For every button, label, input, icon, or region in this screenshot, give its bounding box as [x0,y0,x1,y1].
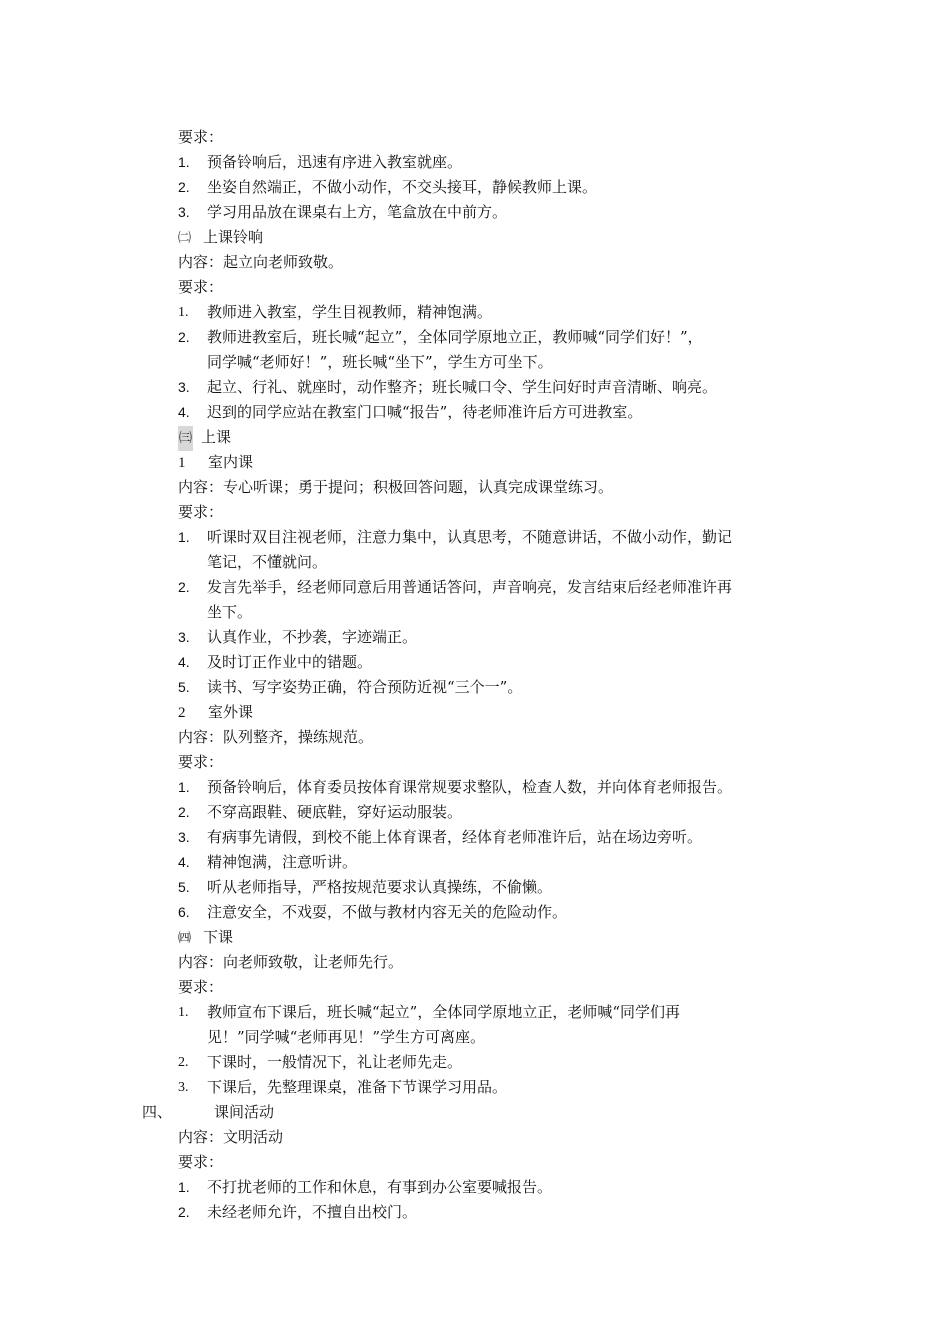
paragraph-text: 内容：起立向老师致敬。 [178,253,344,271]
section-heading [178,225,818,250]
list-item-text: 教师进教室后，班长喊“起立”，全体同学原地立正，教师喊“同学们好！”， [207,328,703,346]
list-item-text: 注意安全，不戏耍，不做与教材内容无关的危险动作。 [207,903,568,921]
list-item [178,800,818,825]
list-item-text: 教师宣布下课后，班长喊“起立”，全体同学原地立正，老师喊“同学们再 [207,1003,681,1021]
list-number: 3. [178,629,190,645]
subsection-heading [178,450,818,475]
paragraph-text: 要求： [178,1153,224,1171]
list-item [178,1050,818,1075]
heading-text: 上课铃响 [203,228,264,246]
list-item-text: 起立、行礼、就座时，动作整齐；班长喊口令、学生问好时声音清晰、响亮。 [207,378,718,396]
list-item [178,200,818,225]
list-number: 2. [178,1055,189,1070]
list-item-text: 迟到的同学应站在教室门口喊“报告”，待老师准许后方可进教室。 [207,403,643,421]
list-item [178,1200,818,1225]
list-number: 5. [178,679,190,695]
list-item-text: 听课时双目注视老师，注意力集中，认真思考，不随意讲话，不做小动作，勤记 [207,528,733,546]
list-item [178,850,818,875]
subsection-number: 2 [178,705,186,721]
list-item [178,400,818,425]
paragraph-text: 要求： [178,753,224,771]
list-item [178,175,818,200]
list-item [178,775,818,800]
list-item [178,675,818,700]
paragraph-text: 内容：队列整齐，操练规范。 [178,728,374,746]
list-number: 6. [178,904,190,920]
heading-number: ㈣ [178,931,192,946]
list-item [178,1000,818,1050]
paragraph-text: 要求： [178,503,224,521]
list-number: 4. [178,854,190,870]
list-item-text: 不打扰老师的工作和休息，有事到办公室要喊报告。 [207,1178,553,1196]
list-item [178,1075,818,1100]
list-item-text: 下课后，先整理课桌，准备下节课学习用品。 [207,1078,508,1096]
list-number: 4. [178,404,190,420]
section-text: 课间活动 [214,1103,275,1121]
list-item [178,525,818,575]
list-item-text: 坐姿自然端正，不做小动作，不交头接耳，静候教师上课。 [207,178,598,196]
paragraph-text: 内容：文明活动 [178,1128,284,1146]
list-item-text: 认真作业，不抄袭，字迹端正。 [207,628,418,646]
list-number: 1. [178,154,190,170]
list-item [178,650,818,675]
subsection-text: 室外课 [208,703,254,721]
list-item-text: 不穿高跟鞋、硬底鞋，穿好运动服装。 [207,803,463,821]
list-item-text: 预备铃响后，迅速有序进入教室就座。 [207,153,463,171]
list-number: 2. [178,804,190,820]
list-item [178,625,818,650]
list-item-text: 未经老师允许，不擅自出校门。 [207,1203,418,1221]
list-item [178,150,818,175]
subsection-heading [178,700,818,725]
paragraph-text: 内容：向老师致敬，让老师先行。 [178,953,404,971]
list-number: 1. [178,1179,190,1195]
document-body [142,125,818,1225]
list-item-text: 有病事先请假，到校不能上体育课者，经体育老师准许后，站在场边旁听。 [207,828,703,846]
list-item-text: 发言先举手，经老师同意后用普通话答问，声音响亮，发言结束后经老师准许再 [207,578,733,596]
heading-number: ㈡ [178,231,192,246]
section-heading [178,425,818,450]
list-number: 2. [178,579,190,595]
list-number: 5. [178,879,190,895]
list-item [178,825,818,850]
heading-text: 上课 [201,428,232,446]
list-item-text: 下课时，一般情况下，礼让老师先走。 [207,1053,463,1071]
paragraph-text: 要求： [178,128,224,146]
list-item-text: 读书、写字姿势正确，符合预防近视“三个一”。 [207,678,523,696]
list-item [178,375,818,400]
list-item [178,900,818,925]
list-item-text: 坐下。 [207,603,253,621]
list-item-text: 笔记，不懂就问。 [207,553,328,571]
list-number: 3. [178,379,190,395]
list-number: 2. [178,329,190,345]
list-item-text: 预备铃响后，体育委员按体育课常规要求整队，检查人数，并向体育老师报告。 [207,778,733,796]
heading-text: 下课 [203,928,234,946]
section-number: 四、 [142,1103,173,1121]
subsection-text: 室内课 [208,453,254,471]
section-heading [178,925,818,950]
major-section-heading [142,1100,818,1125]
list-number: 3. [178,204,190,220]
list-number: 2. [178,1204,190,1220]
list-item-text: 教师进入教室，学生目视教师，精神饱满。 [207,303,493,321]
paragraph-text: 内容：专心听课；勇于提问；积极回答问题，认真完成课堂练习。 [178,478,614,496]
heading-number: ㈢ [178,426,193,451]
list-number: 3. [178,829,190,845]
list-item [178,300,818,325]
list-item-text: 听从老师指导，严格按规范要求认真操练，不偷懒。 [207,878,553,896]
paragraph-text: 要求： [178,978,224,996]
list-item-text: 见！”同学喊“老师再见！”学生方可离座。 [207,1028,486,1046]
list-number: 1. [178,1005,189,1020]
list-number: 3. [178,1080,189,1095]
subsection-number: 1 [178,455,186,471]
list-item [178,325,818,375]
list-number: 1. [178,305,189,320]
list-item [178,575,818,625]
list-item-text: 及时订正作业中的错题。 [207,653,373,671]
list-number: 1. [178,529,190,545]
list-number: 2. [178,179,190,195]
list-number: 1. [178,779,190,795]
list-item-text: 精神饱满，注意听讲。 [207,853,358,871]
paragraph-text: 要求： [178,278,224,296]
list-item-text: 同学喊“老师好！”，班长喊“坐下”，学生方可坐下。 [207,353,553,371]
list-item-text: 学习用品放在课桌右上方，笔盒放在中前方。 [207,203,508,221]
list-item [178,875,818,900]
list-item [178,1175,818,1200]
list-number: 4. [178,654,190,670]
